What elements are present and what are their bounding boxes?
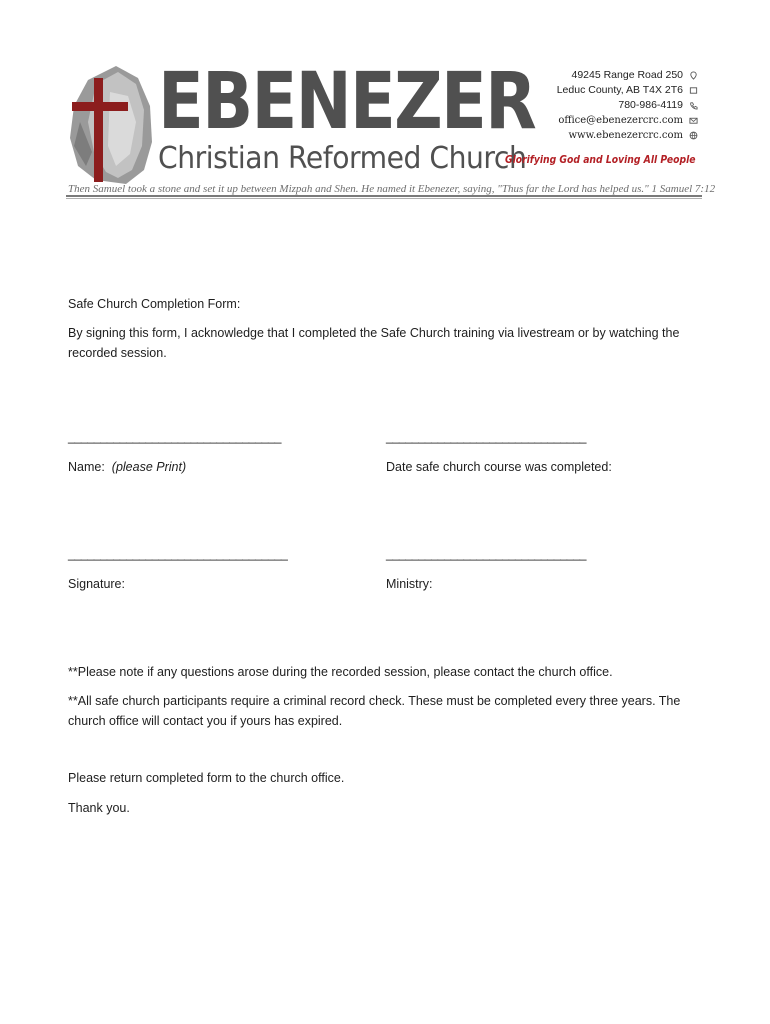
note-criminal-check: **All safe church participants require a criminal record check. These must be completed every three years. The church office will contact you if yours has expired. (68, 694, 681, 728)
phone-line: 780-986-4119 (557, 98, 698, 113)
location-pin-icon (689, 71, 698, 80)
letterhead (66, 57, 716, 202)
return-instruction: Please return completed form to the church office. (68, 771, 345, 785)
ministry-input-line[interactable]: _______________________________ (386, 547, 587, 561)
contact-block (557, 68, 698, 143)
header-divider-thin (66, 198, 702, 199)
map-icon (689, 86, 698, 95)
date-label: Date safe church course was completed: (386, 460, 612, 474)
email-line: office@ebenezercrc.com (557, 113, 698, 128)
website-line: www.ebenezercrc.com (557, 128, 698, 143)
name-label (68, 460, 186, 474)
signature-label: Signature: (68, 577, 125, 591)
acknowledgement-text: By signing this form, I acknowledge that I completed the Safe Church training via livestream or by watching the recorded session. (68, 326, 680, 360)
email-icon (689, 116, 698, 125)
thank-you: Thank you. (68, 801, 130, 815)
date-input-line[interactable]: _______________________________ (386, 430, 587, 444)
address-line-2: Leduc County, AB T4X 2T6 (557, 83, 698, 98)
tagline: Glorifying God and Loving All People (505, 154, 696, 166)
signature-input-line[interactable]: __________________________________ (68, 547, 288, 561)
phone-icon (689, 101, 698, 110)
name-input-line[interactable]: _________________________________ (68, 430, 281, 444)
scripture-verse: Then Samuel took a stone and set it up between Mizpah and Shen. He named it Ebenezer, saying, "Thus far the Lord has helped us." 1 Samuel 7:12 (68, 183, 716, 195)
ministry-label: Ministry: (386, 577, 433, 591)
name-label-text: Name: (68, 460, 105, 474)
globe-icon (689, 131, 698, 140)
church-subtitle: Christian Reformed Church (158, 141, 527, 176)
cross-stone-icon (66, 62, 154, 186)
note-questions: **Please note if any questions arose during the recorded session, please contact the church office. (68, 665, 613, 679)
form-title: Safe Church Completion Form: (68, 297, 241, 311)
address-line-1: 49245 Range Road 250 (557, 68, 698, 83)
name-hint: (please Print) (111, 460, 187, 474)
church-name: EBENEZER (158, 57, 536, 147)
header-divider (66, 195, 702, 197)
